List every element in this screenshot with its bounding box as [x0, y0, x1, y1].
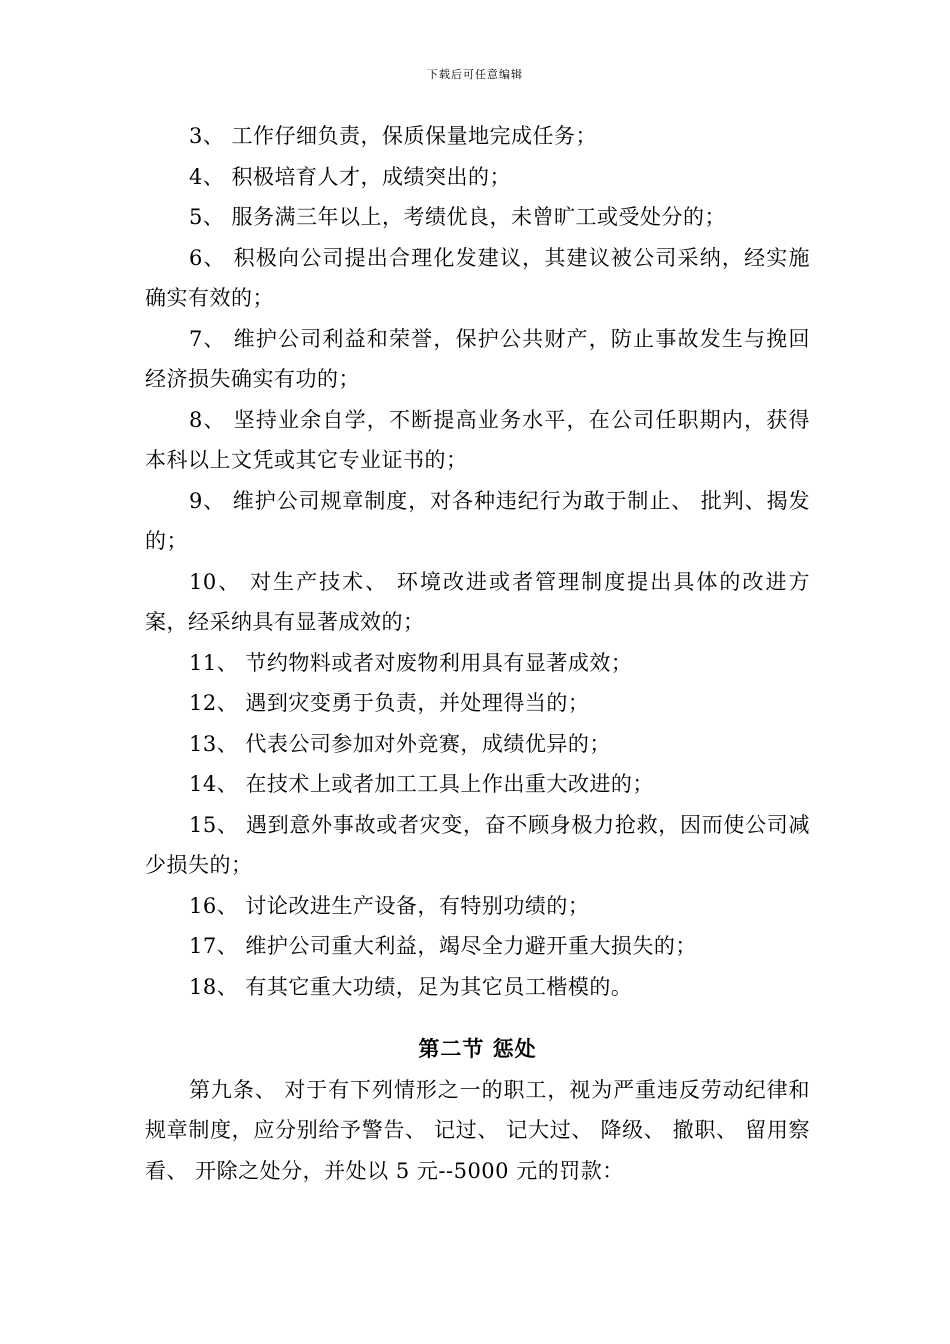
- list-item: 3、 工作仔细负责，保质保量地完成任务；: [189, 124, 598, 148]
- list-item: 8、 坚持业余自学，不断提高业务水平，在公司任职期内，获得本科以上文凭或其它专业证书的；: [145, 407, 810, 472]
- list-item: 16、 讨论改进生产设备，有特别功绩的；: [189, 893, 590, 918]
- list-item: 6、 积极向公司提出合理化发建议，其建议被公司采纳，经实施确实有效的；: [145, 245, 810, 310]
- list-item: 4、 积极培育人才，成绩突出的；: [189, 164, 512, 189]
- list-item: 12、 遇到灾变勇于负责，并处理得当的；: [189, 691, 590, 715]
- list-item: 17、 维护公司重大利益，竭尽全力避开重大损失的；: [189, 934, 697, 958]
- list-item: 18、 有其它重大功绩，足为其它员工楷模的。: [189, 974, 633, 999]
- section-paragraph: 第九条、 对于有下列情形之一的职工，视为严重违反劳动纪律和规章制度，应分别给予警告、 记过、 记大过、 降级、 撤职、 留用察看、 开除之处分，并处以 5 元--5000 元的罚款：: [145, 1077, 810, 1183]
- section-title: 第二节 惩处: [418, 1036, 537, 1061]
- list-item: 11、 节约物料或者对废物利用具有显著成效；: [189, 650, 633, 675]
- list-item: 15、 遇到意外事故或者灾变，奋不顾身极力抢救，因而使公司减少损失的；: [145, 812, 810, 877]
- list-item: 13、 代表公司参加对外竞赛，成绩优异的；: [189, 731, 611, 756]
- list-item: 14、 在技术上或者加工工具上作出重大改进的；: [189, 772, 654, 796]
- page-header: 下载后可任意编辑: [427, 68, 523, 81]
- list-item: 9、 维护公司规章制度，对各种违纪行为敢于制止、 批判、揭发的；: [145, 488, 810, 553]
- list-item: 5、 服务满三年以上，考绩优良，未曾旷工或受处分的；: [189, 205, 727, 229]
- list-item: 10、 对生产技术、 环境改进或者管理制度提出具体的改进方案，经采纳具有显著成效的；: [145, 569, 810, 634]
- document-body: [145, 116, 810, 1191]
- list-item: 7、 维护公司利益和荣誉，保护公共财产，防止事故发生与挽回经济损失确实有功的；: [145, 326, 810, 391]
